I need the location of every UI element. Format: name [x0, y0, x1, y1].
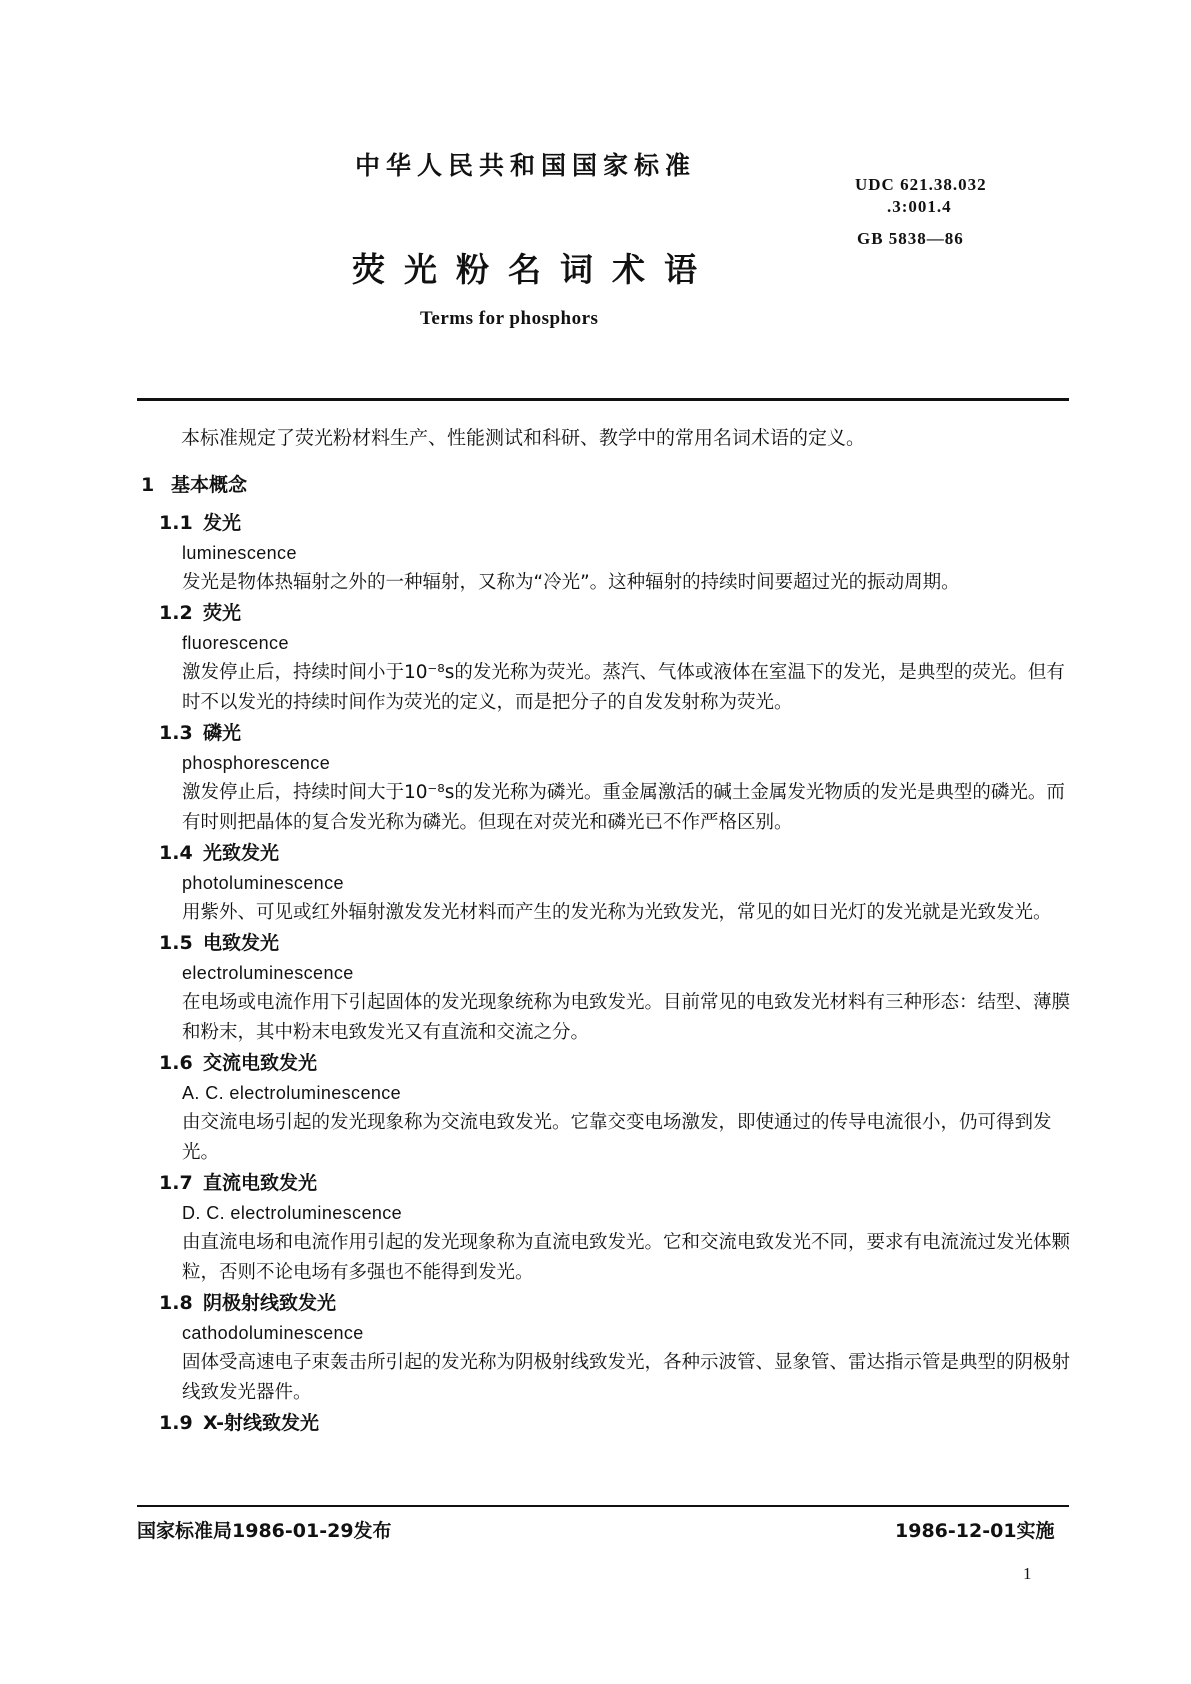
issue-date: 国家标准局1986-01-29发布 [137, 1520, 392, 1542]
standard-type: 中华人民共和国国家标准 [355, 151, 697, 180]
term-chinese: 磷光 [203, 722, 242, 744]
term-entry [159, 1288, 1071, 1408]
term-number: 1.4 [159, 842, 193, 864]
term-heading [159, 718, 1071, 748]
term-definition: 由直流电场和电流作用引起的发光现象称为直流电致发光。它和交流电致发光不同，要求有电流流过发光体颗粒，否则不论电场有多强也不能得到发光。 [182, 1232, 1071, 1283]
term-heading [159, 928, 1071, 958]
term-chinese: 发光 [203, 512, 242, 534]
term-entry [159, 508, 1071, 598]
term-chinese: X-射线致发光 [203, 1412, 319, 1434]
term-chinese: 光致发光 [203, 842, 280, 864]
document-title-english: Terms for phosphors [420, 308, 599, 329]
term-chinese: 电致发光 [203, 932, 280, 954]
term-heading [159, 1168, 1071, 1198]
udc-line-2: .3:001.4 [887, 197, 952, 216]
intro-text: 本标准规定了荧光粉材料生产、性能测试和科研、教学中的常用名词术语的定义。 [181, 427, 866, 449]
term-chinese: 交流电致发光 [203, 1052, 318, 1074]
term-english: cathodoluminescence [182, 1323, 364, 1343]
term-english: electroluminescence [182, 963, 354, 983]
term-definition: 激发停止后，持续时间小于10⁻⁸s的发光称为荧光。蒸汽、气体或液体在室温下的发光，是典型的荧光。但有时不以发光的持续时间作为荧光的定义，而是把分子的自发发射称为荧光。 [182, 662, 1065, 713]
term-definition: 由交流电场引起的发光现象称为交流电致发光。它靠交变电场激发，即使通过的传导电流很小，仍可得到发光。 [182, 1112, 1052, 1163]
term-chinese: 荧光 [203, 602, 242, 624]
document-title: 荧光粉名词术语 [352, 250, 716, 289]
term-english: A. C. electroluminescence [182, 1083, 402, 1103]
term-heading [159, 838, 1071, 868]
term-definition: 发光是物体热辐射之外的一种辐射，又称为“冷光”。这种辐射的持续时间要超过光的振动周期。 [182, 572, 960, 593]
term-heading [159, 508, 1071, 538]
udc-line-1: UDC 621.38.032 [855, 175, 987, 194]
term-definition: 固体受高速电子束轰击所引起的发光称为阴极射线致发光，各种示波管、显象管、雷达指示管是典型的阴极射线致发光器件。 [182, 1352, 1071, 1403]
term-definition: 激发停止后，持续时间大于10⁻⁸s的发光称为磷光。重金属激活的碱土金属发光物质的发光是典型的磷光。而有时则把晶体的复合发光称为磷光。但现在对荧光和磷光已不作严格区别。 [182, 782, 1065, 833]
term-chinese: 直流电致发光 [203, 1172, 318, 1194]
term-number: 1.1 [159, 512, 193, 534]
term-entry [159, 598, 1071, 718]
term-number: 1.2 [159, 602, 193, 624]
section-number: 1 [141, 474, 155, 496]
term-entry [159, 838, 1071, 928]
term-chinese: 阴极射线致发光 [203, 1292, 337, 1314]
term-heading [159, 598, 1071, 628]
term-definition: 用紫外、可见或红外辐射激发发光材料而产生的发光称为光致发光，常见的如日光灯的发光就是光致发光。 [182, 902, 1052, 923]
term-heading [159, 1408, 1071, 1438]
term-entry [159, 928, 1071, 1048]
term-number: 1.3 [159, 722, 193, 744]
term-number: 1.9 [159, 1412, 193, 1434]
header-divider [137, 398, 1069, 401]
term-entry [159, 1048, 1071, 1168]
term-entry [159, 718, 1071, 838]
effective-date: 1986-12-01实施 [895, 1520, 1055, 1542]
section-title: 基本概念 [171, 474, 248, 496]
term-number: 1.5 [159, 932, 193, 954]
term-definition: 在电场或电流作用下引起固体的发光现象统称为电致发光。目前常见的电致发光材料有三种形态：结型、薄膜和粉末，其中粉末电致发光又有直流和交流之分。 [182, 992, 1071, 1043]
term-number: 1.6 [159, 1052, 193, 1074]
term-list [159, 508, 1071, 1438]
term-english: photoluminescence [182, 873, 344, 893]
section-heading [141, 470, 247, 497]
term-english: D. C. electroluminescence [182, 1203, 403, 1223]
term-number: 1.7 [159, 1172, 193, 1194]
page-number: 1 [1023, 1564, 1032, 1583]
term-number: 1.8 [159, 1292, 193, 1314]
udc-code [855, 174, 987, 250]
term-english: luminescence [182, 543, 297, 563]
footer-divider [137, 1505, 1069, 1507]
gb-number: GB 5838—86 [857, 229, 964, 248]
term-english: fluorescence [182, 633, 289, 653]
term-heading [159, 1288, 1071, 1318]
term-english: phosphorescence [182, 753, 331, 773]
term-entry [159, 1408, 1071, 1438]
term-entry [159, 1168, 1071, 1288]
term-heading [159, 1048, 1071, 1078]
